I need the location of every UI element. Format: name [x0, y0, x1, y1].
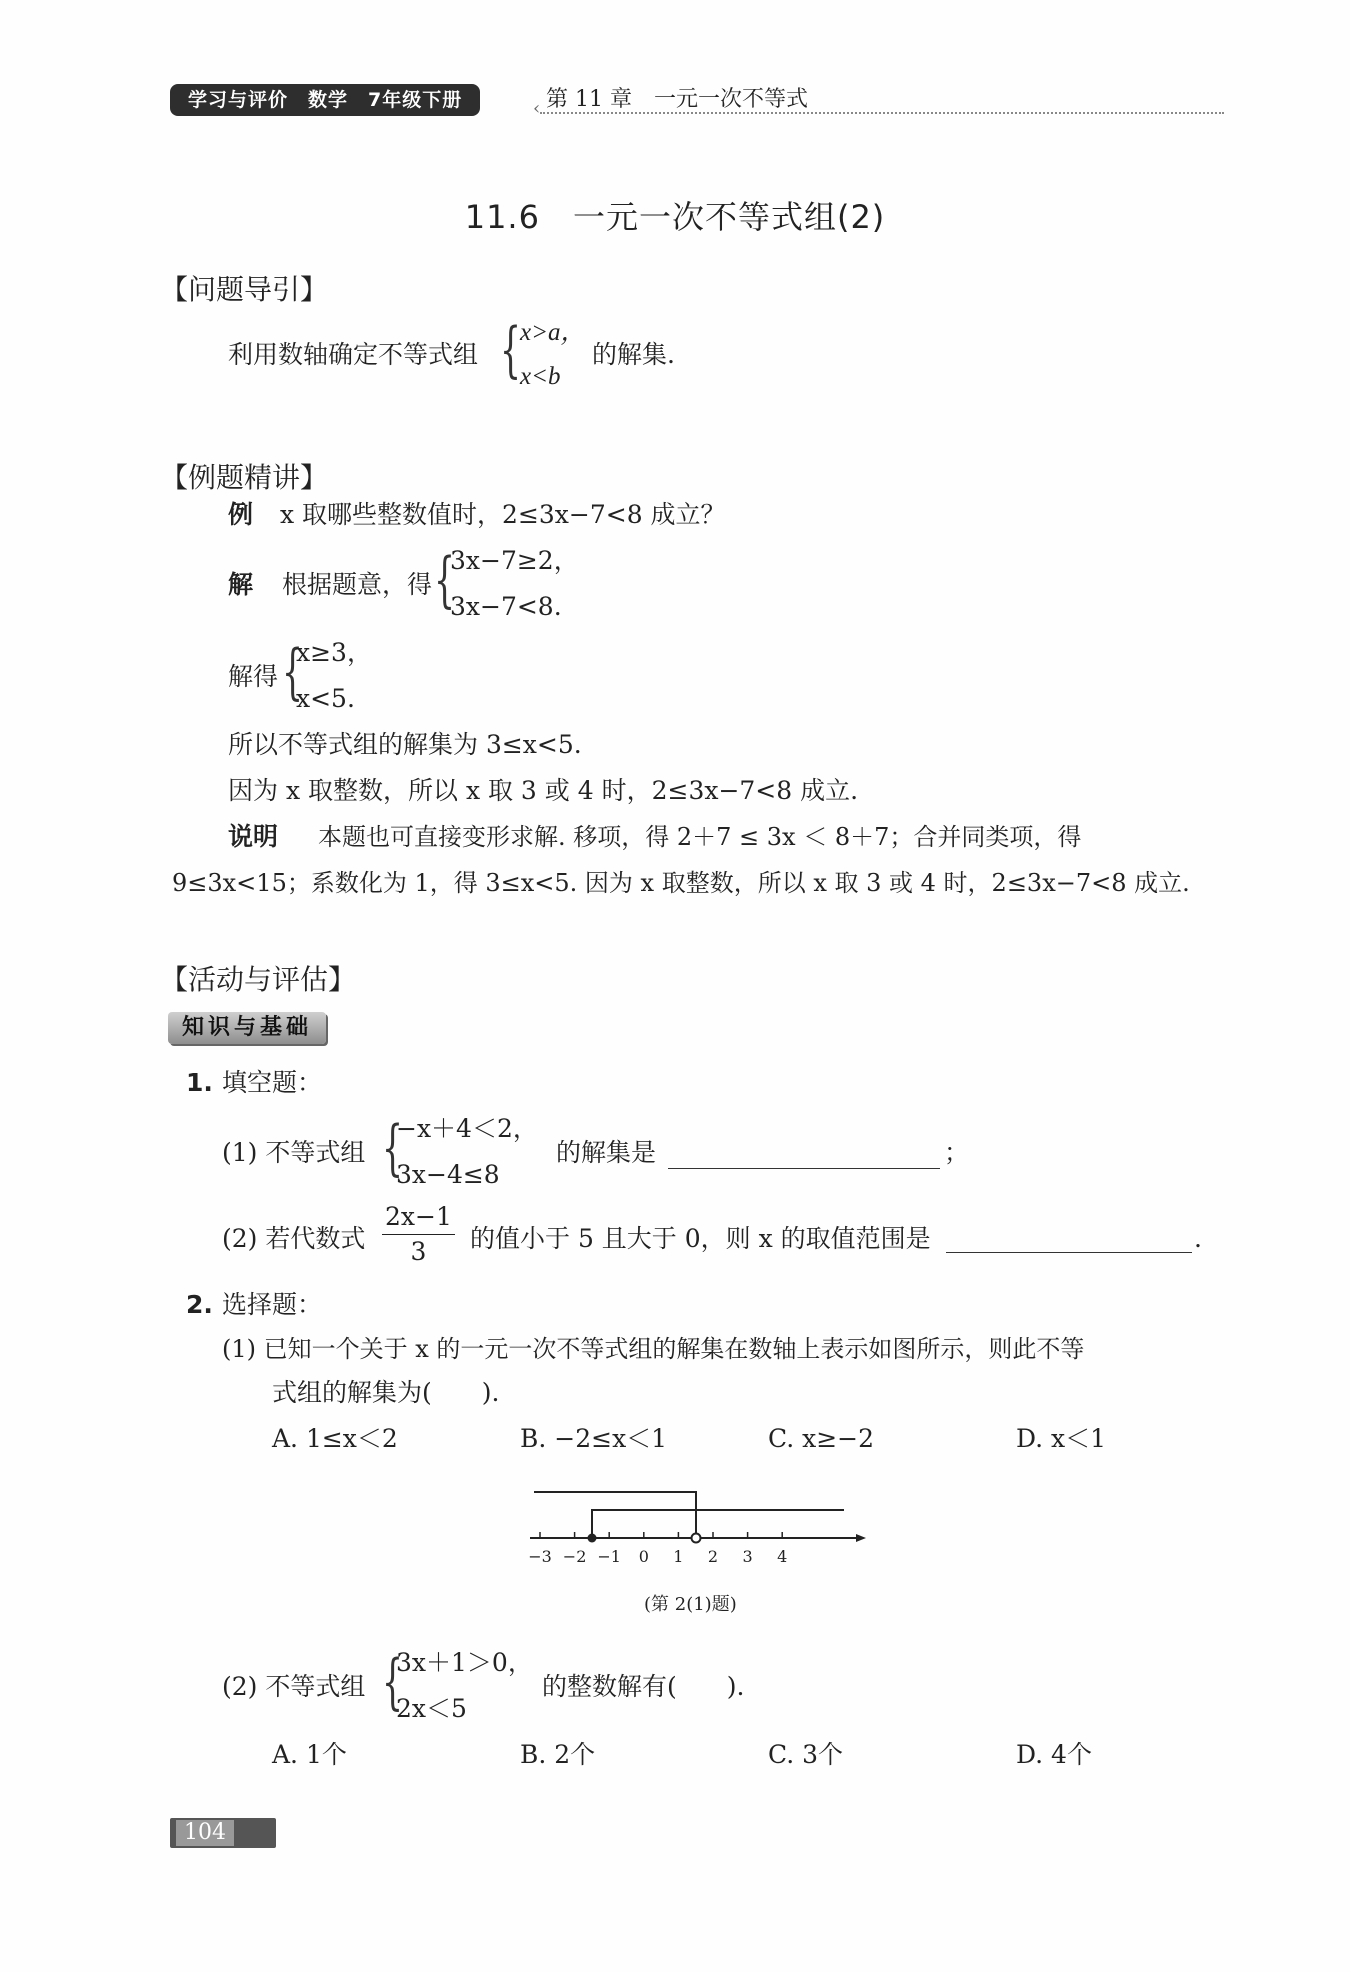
q1-2-prefix: (2) 若代数式: [222, 1224, 366, 1253]
q2-2-option-c[interactable]: C. 3个: [768, 1740, 844, 1769]
q2-2-suffix: 的整数解有( ).: [542, 1672, 745, 1701]
q2-1-line1: (1) 已知一个关于 x 的一元一次不等式组的解集在数轴上表示如图所示，则此不等: [222, 1335, 1085, 1363]
solution-label: 解: [228, 570, 254, 599]
axis-tick-label: −3: [528, 1547, 552, 1566]
axis-tick-label: −2: [562, 1547, 587, 1566]
axis-tick-label: 3: [742, 1547, 753, 1566]
q1-2-end: .: [1194, 1224, 1202, 1253]
note-label: 说明: [228, 822, 279, 851]
q1-number: 1.: [186, 1068, 213, 1097]
solution-line2: 3x−7<8.: [450, 592, 562, 621]
q1-1-end: ；: [944, 1138, 970, 1167]
q2-2-line2: 2x＜5: [396, 1694, 467, 1723]
example-label: 例: [228, 500, 254, 529]
q1-1-brace: {: [382, 1113, 404, 1183]
open-point-1: [692, 1534, 701, 1543]
q2-1-option-b[interactable]: B. −2≤x＜1: [520, 1424, 668, 1453]
q1-2-fraction: [382, 1200, 455, 1269]
chapter-title: 第 11 章 一元一次不等式: [546, 87, 808, 112]
page-number: 104: [176, 1820, 234, 1846]
q2-number: 2.: [186, 1290, 213, 1319]
figure-caption: (第 2(1)题): [644, 1594, 737, 1615]
book-title-badge: 学习与评价 数学 7年级下册: [170, 84, 480, 116]
solved-line1: x≥3，: [296, 638, 372, 667]
q2-2-option-a[interactable]: A. 1个: [272, 1740, 347, 1769]
axis-tick-label: 2: [707, 1547, 719, 1566]
q1-1-prefix: (1) 不等式组: [222, 1138, 366, 1167]
guide-sys-line2: x<b: [520, 363, 561, 390]
conclusion-line1: 所以不等式组的解集为 3≤x<5.: [228, 730, 582, 759]
q1-2-suffix: 的值小于 5 且大于 0，则 x 的取值范围是: [470, 1224, 931, 1253]
note-line1: 本题也可直接变形求解. 移项，得 2＋7 ≤ 3x ＜ 8＋7；合并同类项，得: [318, 823, 1082, 851]
header-arrow-icon: ‹: [533, 98, 541, 119]
guide-text-before: 利用数轴确定不等式组: [228, 340, 479, 369]
section-heading-guide: 【问题导引】: [160, 273, 329, 306]
q2-2-option-d[interactable]: D. 4个: [1016, 1740, 1092, 1769]
axis-tick-label: −1: [597, 1547, 621, 1566]
q1-2-fraction-numerator: 2x−1: [382, 1200, 455, 1235]
knowledge-basics-tag: 知识与基础: [168, 1012, 326, 1044]
q1-1-suffix: 的解集是: [556, 1138, 657, 1167]
q1-1-line2: 3x−4≤8: [396, 1160, 500, 1189]
q2-2-option-b[interactable]: B. 2个: [520, 1740, 596, 1769]
page-title: 11.6 一元一次不等式组(2): [464, 198, 886, 236]
q2-2-prefix: (2) 不等式组: [222, 1672, 366, 1701]
q2-title: 选择题：: [222, 1290, 323, 1319]
region-x-less-1: [534, 1492, 696, 1538]
q1-2-answer-blank[interactable]: [946, 1226, 1192, 1253]
q2-2-line1: 3x＋1＞0，: [396, 1648, 533, 1677]
region-x-ge-neg2: [592, 1510, 844, 1538]
section-heading-example: 【例题精讲】: [160, 461, 329, 494]
solved-text: 解得: [228, 662, 279, 691]
axis-tick-label: 1: [673, 1547, 684, 1566]
q1-1-line1: −x＋4＜2，: [396, 1114, 538, 1143]
solution-text: 根据题意，得: [282, 570, 433, 599]
q2-1-line2: 式组的解集为( ).: [272, 1378, 500, 1407]
guide-sys-line1: x>a，: [520, 319, 586, 346]
q1-1-answer-blank[interactable]: [668, 1142, 940, 1169]
solution-brace: {: [434, 545, 456, 615]
axis-tick-label: 4: [777, 1547, 788, 1566]
q1-2-fraction-denominator: 3: [410, 1237, 427, 1266]
guide-text-after: 的解集.: [592, 340, 675, 369]
solution-line1: 3x−7≥2，: [450, 546, 579, 575]
axis-tick-label: 0: [638, 1547, 649, 1566]
header-dotted-rule: [540, 112, 1224, 114]
solved-brace: {: [282, 637, 304, 707]
note-line2: 9≤3x<15；系数化为 1，得 3≤x<5. 因为 x 取整数，所以 x 取 3 或 4 时，2≤3x−7<8 成立.: [172, 869, 1190, 897]
example-question: x 取哪些整数值时，2≤3x−7<8 成立？: [280, 500, 726, 529]
q2-2-brace: {: [382, 1647, 404, 1717]
q2-1-option-a[interactable]: A. 1≤x＜2: [272, 1424, 398, 1453]
axis-arrow-icon: [856, 1534, 866, 1542]
number-line-figure: [520, 1480, 870, 1590]
guide-brace: {: [500, 315, 522, 385]
q1-title: 填空题：: [222, 1068, 323, 1097]
q2-1-option-c[interactable]: C. x≥−2: [768, 1424, 875, 1453]
conclusion-line2: 因为 x 取整数，所以 x 取 3 或 4 时，2≤3x−7<8 成立.: [228, 776, 859, 805]
q2-1-option-d[interactable]: D. x＜1: [1016, 1424, 1107, 1453]
section-heading-activity: 【活动与评估】: [160, 963, 357, 996]
closed-point-neg2: [588, 1534, 597, 1543]
solved-line2: x<5.: [296, 684, 355, 713]
